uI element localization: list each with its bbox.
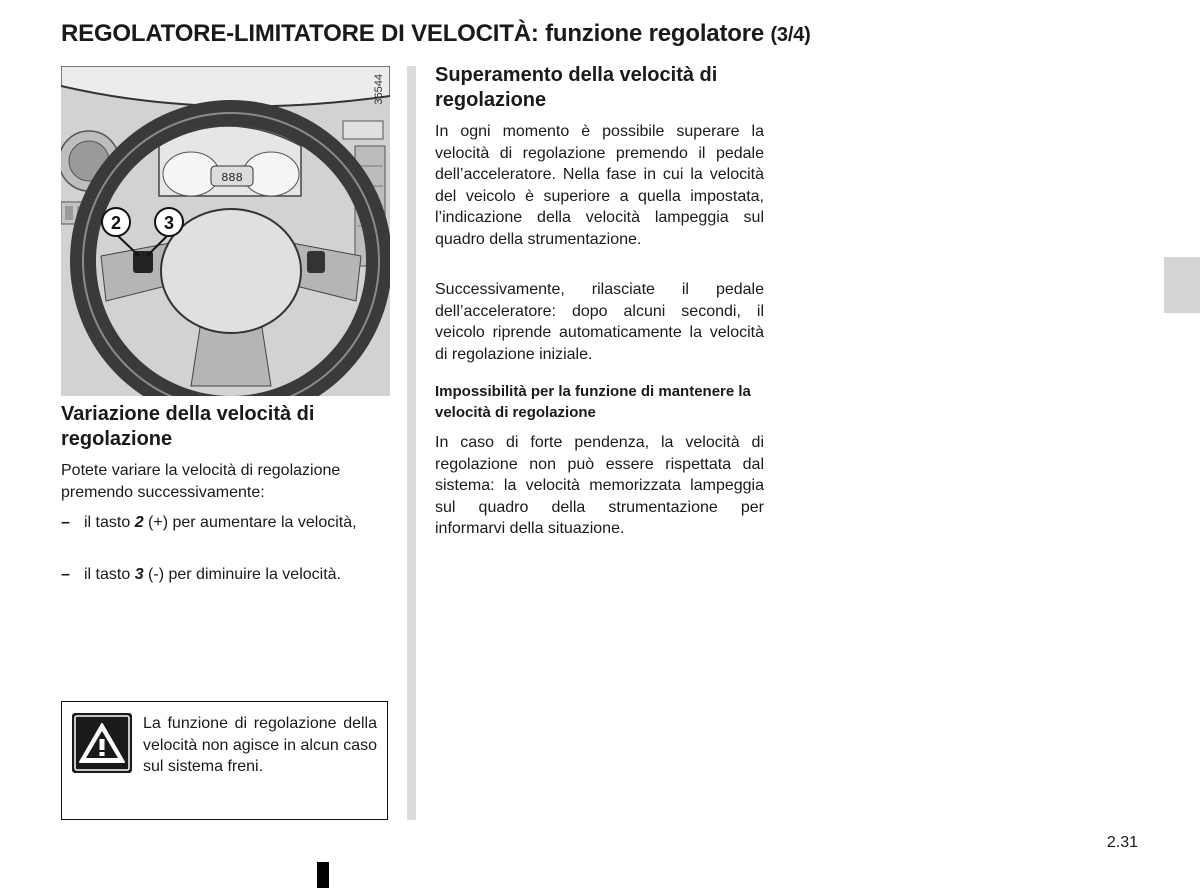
warning-text: La funzione di regolazione della velocità non agisce in alcun caso sul sistema freni. bbox=[143, 715, 377, 775]
list-item-text bbox=[84, 564, 390, 586]
warning-box bbox=[61, 701, 388, 820]
right-subheading: Impossibilità per la funzione di mantenere la velocità di regolazione bbox=[435, 383, 751, 421]
list-item bbox=[61, 512, 390, 556]
callout-2: 2 bbox=[110, 213, 122, 233]
right-paragraph-3: In caso di forte pendenza, la velocità di regolazione non può essere rispettata dal sistema: la velocità memorizzata lampeggia sul quadro della strumentazione per informarvi della situazione. bbox=[435, 434, 764, 537]
list-item-post: (+) per aumentare la velocità, bbox=[143, 514, 357, 531]
title-text: REGOLATORE-LIMITATORE DI VELOCITÀ: funzione regolatore bbox=[61, 20, 764, 47]
print-marker bbox=[317, 862, 329, 888]
list-dash: – bbox=[61, 514, 70, 531]
right-paragraph-1: In ogni momento è possibile superare la velocità di regolazione premendo il pedale dell’acceleratore. Nella fase in cui la velocità del veicolo è superiore a quella impostata, l’indicazione della velocità lampeggia sul quadro della strumentazione. bbox=[435, 123, 764, 248]
left-heading: Variazione della velocità di regolazione bbox=[61, 403, 315, 450]
left-intro: Potete variare la velocità di regolazione premendo successivamente: bbox=[61, 462, 341, 501]
title-part: (3/4) bbox=[770, 24, 811, 46]
list-item-key: 2 bbox=[134, 514, 144, 531]
right-heading: Superamento della velocità di regolazione bbox=[435, 64, 718, 111]
page-number: 2.31 bbox=[1106, 834, 1138, 851]
column-divider bbox=[407, 66, 416, 820]
callout-3: 3 bbox=[163, 213, 175, 233]
steering-wheel-drawing bbox=[61, 66, 390, 396]
list-item-text bbox=[84, 512, 390, 534]
warning-triangle-icon bbox=[72, 713, 132, 773]
right-paragraph-2: Successivamente, rilasciate il pedale dell’acceleratore: dopo alcuni secondi, il veicolo riprende automaticamente la velocità di regolazione iniziale. bbox=[435, 281, 764, 363]
figure-ref-number: 36544 bbox=[373, 74, 385, 105]
cluster-display: 888 bbox=[221, 171, 243, 185]
steering-wheel-illustration bbox=[61, 66, 390, 396]
page-title bbox=[61, 19, 961, 50]
list-item bbox=[61, 564, 390, 586]
list-item-pre: il tasto bbox=[84, 566, 135, 583]
section-tab bbox=[1164, 257, 1200, 313]
list-item-post: (-) per diminuire la velocità. bbox=[143, 566, 341, 583]
list-item-pre: il tasto bbox=[84, 514, 135, 531]
list-dash: – bbox=[61, 566, 70, 583]
list-item-key: 3 bbox=[134, 566, 144, 583]
